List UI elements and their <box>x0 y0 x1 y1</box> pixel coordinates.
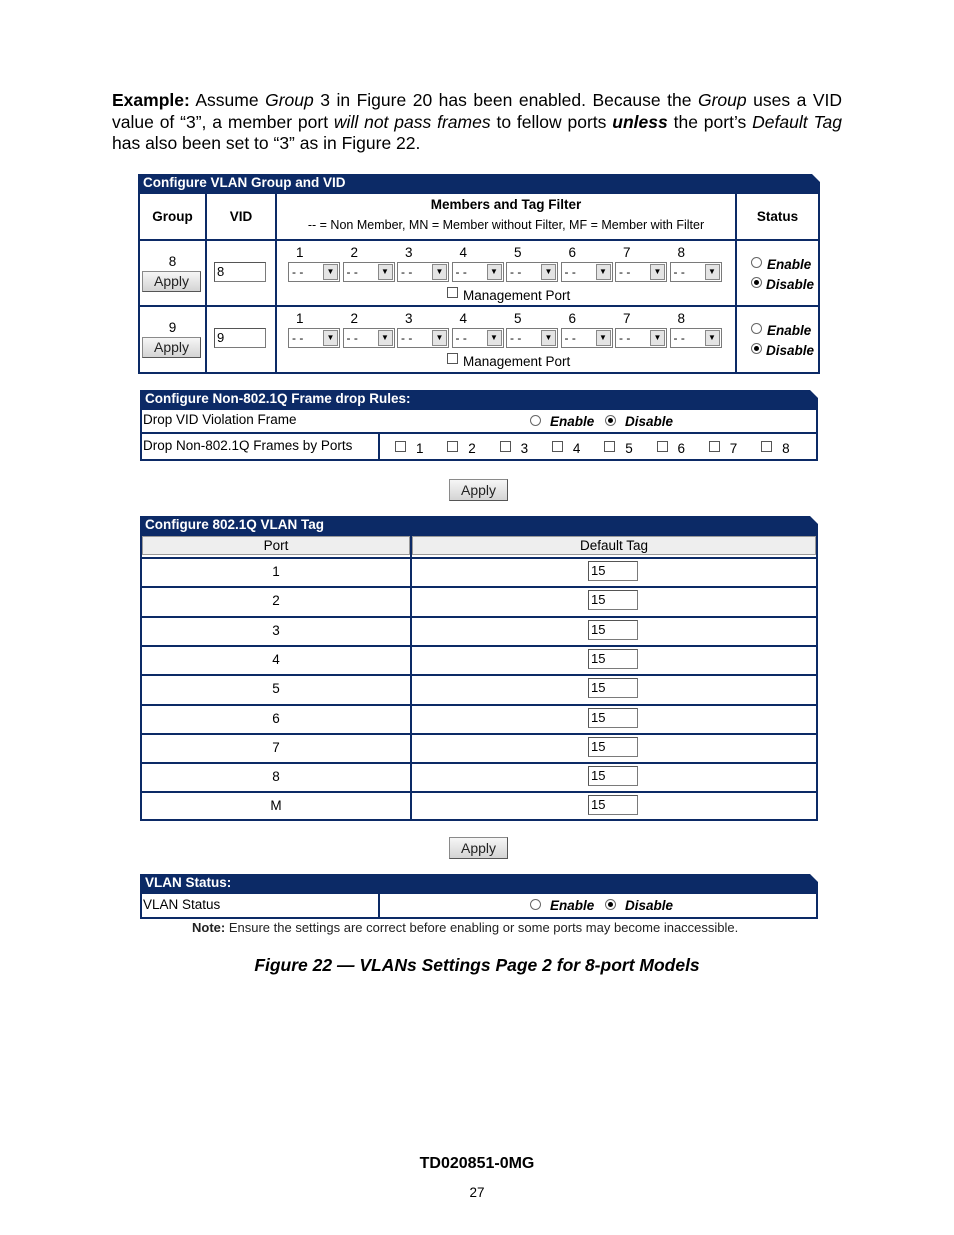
status-disable-radio[interactable] <box>751 343 762 354</box>
apply-button-frame-drop[interactable]: Apply <box>449 479 508 501</box>
chevron-down-icon: ▼ <box>541 264 556 280</box>
port-member-value: - - <box>401 265 413 279</box>
port-member-select[interactable] <box>561 262 613 282</box>
port-member-value: - - <box>510 265 522 279</box>
port-member-select[interactable] <box>452 262 504 282</box>
port-member-value: - - <box>401 331 413 345</box>
status-enable-radio[interactable] <box>751 257 762 268</box>
port-member-value: - - <box>455 265 467 279</box>
drop-port-label: 8 <box>782 441 790 456</box>
chevron-down-icon: ▼ <box>541 330 556 346</box>
vlan-status-enable-radio[interactable] <box>530 899 541 910</box>
note-text: Ensure the settings are correct before enabling or some ports may become inaccessible. <box>225 920 739 935</box>
port-member-select[interactable] <box>506 262 558 282</box>
port-number-label: 7 <box>623 311 631 326</box>
port-member-value: - - <box>619 331 631 345</box>
port-member-value: - - <box>346 331 358 345</box>
example-text: uses a VID value of “3”, a member port <box>112 90 842 132</box>
port-member-value: - - <box>292 265 304 279</box>
example-label: Example: <box>112 90 190 110</box>
chevron-down-icon: ▼ <box>378 264 393 280</box>
default-tag-input[interactable]: 15 <box>588 795 638 815</box>
management-port-label: Management Port <box>463 288 571 303</box>
chevron-down-icon: ▼ <box>323 264 338 280</box>
chevron-down-icon: ▼ <box>323 330 338 346</box>
drop-vid-violation-label: Drop VID Violation Frame <box>143 412 297 427</box>
drop-port-checkbox[interactable] <box>447 441 458 452</box>
status-disable-label: Disable <box>766 277 815 292</box>
apply-button-vlan-tag[interactable]: Apply <box>449 837 508 859</box>
port-number-label: 7 <box>623 245 631 260</box>
default-tag-input[interactable]: 15 <box>588 649 638 669</box>
chevron-down-icon: ▼ <box>432 330 447 346</box>
drop-vid-enable-radio[interactable] <box>530 415 541 426</box>
status-enable-label: Enable <box>767 323 812 338</box>
vid-input[interactable]: 9 <box>214 328 266 348</box>
port-member-select[interactable] <box>670 262 722 282</box>
port-member-select[interactable] <box>397 328 449 348</box>
vlan-status-disable-radio[interactable] <box>605 899 616 910</box>
example-default-tag-term: Default Tag <box>752 111 842 132</box>
port-member-value: - - <box>292 331 304 345</box>
drop-port-label: 6 <box>677 441 686 456</box>
port-number-label: 3 <box>405 245 413 260</box>
chevron-down-icon: ▼ <box>705 264 720 280</box>
port-member-value: - - <box>673 265 685 279</box>
drop-port-label: 1 <box>416 441 424 456</box>
chevron-down-icon: ▼ <box>432 264 447 280</box>
example-group-term: Group <box>265 90 314 110</box>
port-number-label: 2 <box>350 245 359 260</box>
port-member-value: - - <box>619 265 631 279</box>
port-number-label: 1 <box>296 311 304 326</box>
frame-drop-title: Configure Non-802.1Q Frame drop Rules: <box>140 390 818 408</box>
port-number-label: 4 <box>459 311 468 326</box>
chevron-down-icon: ▼ <box>705 330 720 346</box>
port-member-select[interactable] <box>343 262 395 282</box>
drop-port-checkbox[interactable] <box>500 441 511 452</box>
default-tag-input[interactable]: 15 <box>588 590 638 610</box>
chevron-down-icon: ▼ <box>487 264 502 280</box>
port-number-label: 5 <box>514 245 522 260</box>
document-id: TD020851-0MG <box>419 1155 535 1172</box>
port-member-select[interactable] <box>615 262 667 282</box>
port-member-value: - - <box>564 265 576 279</box>
port-member-select[interactable] <box>343 328 395 348</box>
management-port-checkbox[interactable] <box>447 287 458 298</box>
example-paragraph <box>112 90 842 155</box>
example-text: has also been set to “3” as in Figure 22. <box>112 133 421 153</box>
default-tag-input[interactable]: 15 <box>588 708 638 728</box>
drop-port-checkbox[interactable] <box>395 441 406 452</box>
note <box>192 920 738 935</box>
drop-vid-disable-radio[interactable] <box>605 415 616 426</box>
drop-vid-enable-label: Enable <box>550 414 595 429</box>
apply-button-group[interactable]: Apply <box>142 271 201 292</box>
example-text: to fellow ports <box>490 111 613 132</box>
default-tag-input[interactable]: 15 <box>588 620 638 640</box>
drop-port-label: 4 <box>572 441 581 456</box>
drop-port-checkbox[interactable] <box>657 441 668 452</box>
apply-button-group[interactable]: Apply <box>142 337 201 358</box>
port-member-value: - - <box>564 331 576 345</box>
port-member-select[interactable] <box>452 328 504 348</box>
port-label: 3 <box>272 622 280 638</box>
col-header-default-tag: Default Tag <box>412 536 816 555</box>
port-number-label: 2 <box>350 311 359 326</box>
port-number-label: 5 <box>514 311 522 326</box>
port-label: 7 <box>272 739 280 755</box>
vlan-status-table <box>140 892 818 919</box>
row-divider <box>140 616 818 618</box>
port-member-value: - - <box>346 265 358 279</box>
drop-port-checkbox[interactable] <box>604 441 615 452</box>
drop-port-checkbox[interactable] <box>709 441 720 452</box>
port-member-select[interactable] <box>506 328 558 348</box>
example-strong-emphasis: unless <box>612 111 668 132</box>
port-member-value: - - <box>455 331 467 345</box>
drop-port-label: 5 <box>625 441 633 456</box>
page-number: 27 <box>469 1185 485 1200</box>
port-label: 1 <box>272 564 280 579</box>
port-number-label: 3 <box>405 311 413 326</box>
row-divider <box>140 586 818 588</box>
col-header-vid: VID <box>229 209 253 224</box>
vlan-group-title: Configure VLAN Group and VID <box>138 174 820 192</box>
port-label: 8 <box>272 769 280 785</box>
col-header-members: Members and Tag Filter <box>430 197 582 212</box>
row-divider <box>140 674 818 676</box>
port-number-label: 1 <box>296 245 304 260</box>
drop-port-checkbox[interactable] <box>552 441 563 452</box>
vlan-status-label: VLAN Status <box>143 897 221 912</box>
example-emphasis: will not pass frames <box>333 111 491 132</box>
port-number-label: 8 <box>677 245 686 260</box>
port-member-select[interactable] <box>561 328 613 348</box>
row-divider <box>140 645 818 647</box>
chevron-down-icon: ▼ <box>650 264 665 280</box>
port-label: 4 <box>272 651 280 667</box>
drop-port-checkbox[interactable] <box>761 441 772 452</box>
example-text: the port’s <box>667 111 753 132</box>
port-number-label: 4 <box>459 245 468 260</box>
port-member-value: - - <box>510 331 522 345</box>
management-port-label: Management Port <box>463 354 571 369</box>
example-group-term: Group <box>697 90 747 110</box>
default-tag-input[interactable]: 15 <box>588 766 638 786</box>
chevron-down-icon: ▼ <box>650 330 665 346</box>
status-enable-label: Enable <box>767 257 812 272</box>
col-header-port: Port <box>142 536 410 555</box>
vlan-status-enable-label: Enable <box>550 898 595 913</box>
port-member-select[interactable] <box>670 328 722 348</box>
port-number-label: 6 <box>568 311 577 326</box>
col-header-group: Group <box>152 209 193 224</box>
figure-caption: Figure 22 — VLANs Settings Page 2 for 8-port Models <box>254 955 700 975</box>
vlan-tag-title: Configure 802.1Q VLAN Tag <box>140 516 818 534</box>
col-header-status: Status <box>756 209 799 224</box>
row-divider <box>140 733 818 735</box>
drop-port-label: 2 <box>468 441 476 456</box>
port-member-select[interactable] <box>288 262 340 282</box>
group-number: 9 <box>168 320 177 335</box>
status-disable-label: Disable <box>766 343 815 358</box>
port-number-label: 6 <box>568 245 577 260</box>
row-divider <box>140 704 818 706</box>
drop-vid-disable-label: Disable <box>625 414 674 429</box>
chevron-down-icon: ▼ <box>487 330 502 346</box>
chevron-down-icon: ▼ <box>378 330 393 346</box>
management-port-checkbox[interactable] <box>447 353 458 364</box>
port-member-select[interactable] <box>615 328 667 348</box>
port-member-select[interactable] <box>397 262 449 282</box>
port-label: 2 <box>272 593 280 609</box>
default-tag-input[interactable]: 15 <box>588 561 638 581</box>
row-divider <box>140 791 818 793</box>
status-disable-radio[interactable] <box>751 277 762 288</box>
chevron-down-icon: ▼ <box>596 264 611 280</box>
vlan-status-disable-label: Disable <box>625 898 674 913</box>
note-label: Note: <box>192 920 226 935</box>
row-divider <box>140 762 818 764</box>
port-number-label: 8 <box>677 311 686 326</box>
chevron-down-icon: ▼ <box>596 330 611 346</box>
group-number: 8 <box>168 254 177 269</box>
port-label: 6 <box>272 710 280 726</box>
drop-port-label: 3 <box>520 441 529 456</box>
vlan-status-title: VLAN Status: <box>140 874 818 892</box>
status-enable-radio[interactable] <box>751 323 762 334</box>
default-tag-input[interactable]: 15 <box>588 737 638 757</box>
vid-input[interactable]: 8 <box>214 262 266 282</box>
port-label: 5 <box>272 681 280 697</box>
example-text: 3 in Figure 20 has been enabled. Because the <box>313 90 698 110</box>
row-divider <box>140 557 818 559</box>
port-member-value: - - <box>673 331 685 345</box>
drop-non8021q-label: Drop Non-802.1Q Frames by Ports <box>143 438 353 453</box>
example-text: Assume <box>189 90 266 110</box>
col-header-members-legend: -- = Non Member, MN = Member without Filter, MF = Member with Filter <box>307 218 705 232</box>
port-label: M <box>270 798 282 814</box>
default-tag-input[interactable]: 15 <box>588 678 638 698</box>
drop-port-label: 7 <box>729 441 738 456</box>
port-member-select[interactable] <box>288 328 340 348</box>
